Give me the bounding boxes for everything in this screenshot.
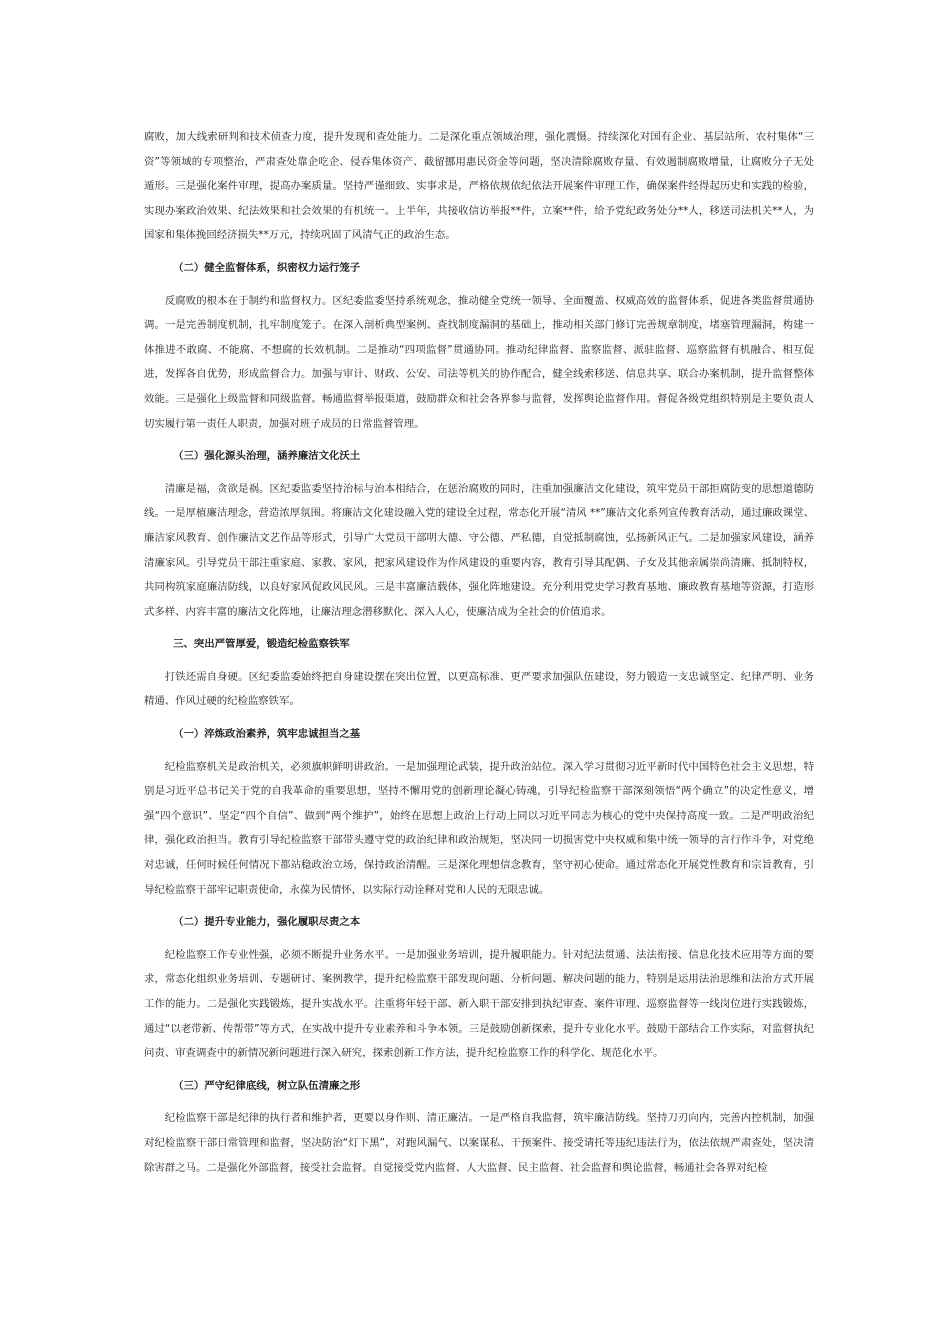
section-heading: （三）强化源头治理，涵养廉洁文化沃土 xyxy=(173,450,361,463)
paragraph: 纪检监察机关是政治机关，必须旗帜鲜明讲政治。一是加强理论武装，提升政治站位。深入学习贯彻习近平新时代中国特色社会主义思想，特别是习近平总书记关于党的自我革命的重要思想，坚持不懈用党的创新理论凝心铸魂，引导纪检监察干部深刻领悟“两个确立”的决定性意义，增强“四个意识”、坚定“四个自信”、做到“两个维护”，始终在思想上政治上行动上同以习近平同志为核心的党中央保持高度一致。二是严明政治纪律，强化政治担当。教育引导纪检监察干部带头遵守党的政治纪律和政治规矩，坚决同一切损害党中央权威和集中统一领导的言行作斗争，对党绝对忠诚，任何时候任何情况下都站稳政治立场，保持政治清醒。三是深化理想信念教育，坚守初心使命。通过常态化开展党性教育和宗旨教育，引导纪检监察干部牢记职责使命，永葆为民情怀，以实际行动诠释对党和人民的无限忠诚。 xyxy=(144,760,814,896)
paragraph: 腐败，加大线索研判和技术侦查力度，提升发现和查处能力。二是深化重点领域治理，强化震慑。持续深化对国有企业、基层站所、农村集体“三资”等领域的专项整治，严肃查处靠企吃企、侵吞集体资产、截留挪用惠民资金等问题，坚决清除腐败存量、有效遏制腐败增量，让腐败分子无处遁形。三是强化案件审理，提高办案质量。坚持严谨细致、实事求是，严格依规依纪依法开展案件审理工作，确保案件经得起历史和实践的检验，实现办案政治效果、纪法效果和社会效果的有机统一。上半年，共接收信访举报**件，立案**件，给予党纪政务处分**人，移送司法机关**人，为国家和集体挽回经济损失**万元，持续巩固了风清气正的政治生态。 xyxy=(144,131,814,242)
document-page xyxy=(144,125,814,1180)
section-heading: （二）提升专业能力，强化履职尽责之本 xyxy=(173,916,361,929)
paragraph: 打铁还需自身硬。区纪委监委始终把自身建设摆在突出位置，以更高标准、更严要求加强队伍建设，努力锻造一支忠诚坚定、纪律严明、业务精通、作风过硬的纪检监察铁军。 xyxy=(144,670,814,708)
paragraph: 纪检监察工作专业性强，必须不断提升业务水平。一是加强业务培训，提升履职能力。针对纪法贯通、法法衔接、信息化技术应用等方面的要求，常态化组织业务培训、专题研讨、案例教学，提升纪检监察干部发现问题、分析问题、解决问题的能力，特别是运用法治思维和法治方式开展工作的能力。二是强化实践锻炼，提升实战水平。注重将年轻干部、新入职干部安排到执纪审查、案件审理、巡察监督等一线岗位进行实践锻炼，通过“以老带新、传帮带”等方式，在实战中提升专业素养和斗争本领。三是鼓励创新探索，提升专业化水平。鼓励干部结合工作实际，对监督执纪问责、审查调查中的新情况新问题进行深入研究，探索创新工作方法，提升纪检监察工作的科学化、规范化水平。 xyxy=(144,948,814,1060)
paragraph: 反腐败的根本在于制约和监督权力。区纪委监委坚持系统观念，推动健全党统一领导、全面覆盖、权威高效的监督体系，促进各类监督贯通协调。一是完善制度机制，扎牢制度笼子。在深入剖析典型案例、查找制度漏洞的基础上，推动相关部门修订完善规章制度，堵塞管理漏洞，构建一体推进不敢腐、不能腐、不想腐的长效机制。二是推动“四项监督”贯通协同。推动纪律监督、监察监督、派驻监督、巡察监督有机融合、相互促进，发挥各自优势，形成监督合力。加强与审计、财政、公安、司法等机关的协作配合，健全线索移送、信息共享、联合办案机制，提升监督整体效能。三是强化上级监督和同级监督。畅通监督举报渠道，鼓励群众和社会各界参与监督，发挥舆论监督作用。督促各级党组织特别是主要负责人切实履行第一责任人职责，加强对班子成员的日常监督管理。 xyxy=(144,294,814,430)
chapter-heading: 三、突出严管厚爱，锻造纪检监察铁军 xyxy=(173,638,350,651)
section-heading: （三）严守纪律底线，树立队伍清廉之形 xyxy=(173,1079,361,1092)
section-heading: （一）淬炼政治素养，筑牢忠诚担当之基 xyxy=(173,728,361,741)
paragraph: 纪检监察干部是纪律的执行者和维护者，更要以身作则、清正廉洁。一是严格自我监督，筑牢廉洁防线。坚持刀刃向内，完善内控机制，加强对纪检监察干部日常管理和监督，坚决防治“灯下黑”，对跑风漏气、以案谋私、干预案件、接受请托等违纪违法行为，依法依规严肃查处，坚决清除害群之马。二是强化外部监督，接受社会监督。自觉接受党内监督、人大监督、民主监督、社会监督和舆论监督，畅通社会各界对纪检 xyxy=(144,1112,814,1174)
section-heading: （二）健全监督体系，织密权力运行笼子 xyxy=(173,261,361,274)
paragraph: 清廉是福，贪欲是祸。区纪委监委坚持治标与治本相结合，在惩治腐败的同时，注重加强廉洁文化建设，筑牢党员干部拒腐防变的思想道德防线。一是厚植廉洁理念，营造浓厚氛围。将廉洁文化建设融入党的建设全过程，常态化开展“清风 **”廉洁文化系列宣传教育活动，通过廉政课堂、廉洁家风教育、创作廉洁文艺作品等形式，引导广大党员干部明大德、守公德、严私德，自觉抵制腐蚀，弘扬新风正气。二是加强家风建设，涵养清廉家风。引导党员干部注重家庭、家教、家风，把家风建设作为作风建设的重要内容，教育引导其配偶、子女及其他亲属崇尚清廉、抵制特权，共同构筑家庭廉洁防线，以良好家风促政风民风。三是丰富廉洁载体，强化阵地建设。充分利用党史学习教育基地、廉政教育基地等资源，打造形式多样、内容丰富的廉洁文化阵地，让廉洁理念潜移默化、深入人心，使廉洁成为全社会的价值追求。 xyxy=(144,482,814,618)
